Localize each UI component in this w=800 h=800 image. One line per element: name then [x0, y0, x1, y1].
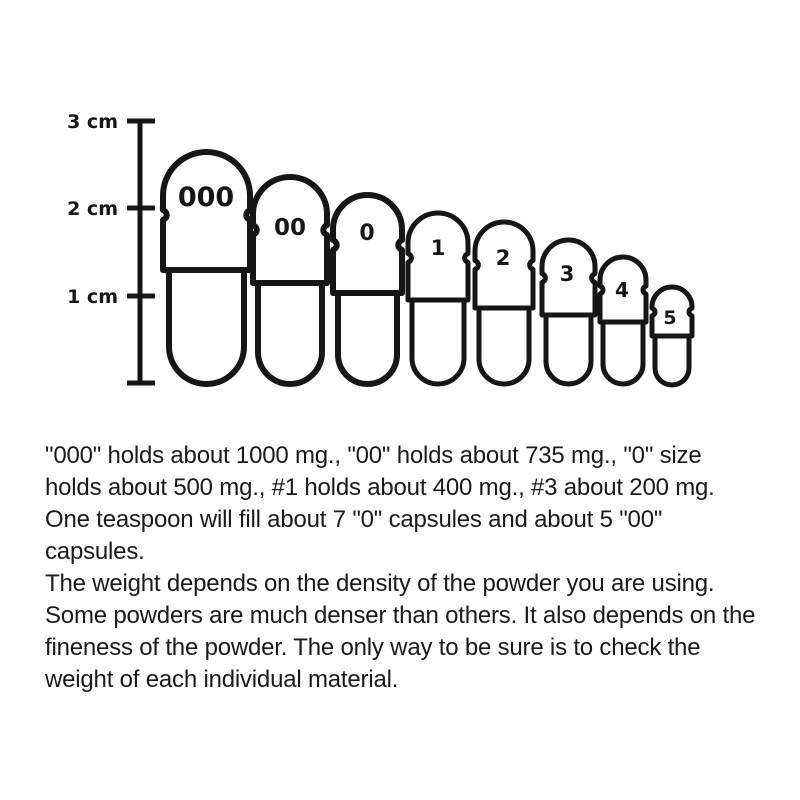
caption-line: The weight depends on the density of the powder you are using.: [45, 570, 715, 597]
ruler-label-3cm: 3 cm: [67, 111, 118, 133]
caption-text: [45, 440, 785, 696]
capsule-3: [542, 240, 595, 384]
capsule-000: [163, 152, 250, 384]
capsule-4-body: [603, 322, 643, 384]
capsule-00-label: 00: [273, 215, 307, 241]
ruler-label-2cm: 2 cm: [67, 198, 118, 220]
caption-line: Some powders are much denser than others. It also depends on the: [45, 602, 756, 629]
caption-line: weight of each individual material.: [45, 666, 399, 693]
caption-line: fineness of the powder. The only way to be sure is to check the: [45, 634, 701, 661]
caption-line: holds about 500 mg., #1 holds about 400 mg., #3 about 200 mg.: [45, 474, 715, 501]
capsule-1-body: [412, 300, 464, 384]
capsule-4: [600, 257, 646, 384]
capsule-0-label: 0: [359, 221, 375, 246]
capsule-2: [475, 222, 533, 384]
capsule-1-label: 1: [430, 236, 446, 260]
capsule-000-label: 000: [177, 182, 235, 213]
capsule-0-body: [338, 293, 397, 384]
capsule-5-label: 5: [663, 307, 677, 329]
caption-line: "000" holds about 1000 mg., "00" holds about 735 mg., "0" size: [45, 442, 702, 469]
caption-line: One teaspoon will fill about 7 "0" capsules and about 5 "00": [45, 506, 663, 533]
capsule-4-label: 4: [615, 278, 629, 302]
capsule-000-body: [169, 270, 244, 384]
capsule-3-label: 3: [559, 262, 575, 286]
capsule-00: [253, 177, 327, 384]
capsule-2-label: 2: [495, 246, 511, 270]
capsule-0: [333, 195, 402, 384]
capsule-5-body: [655, 336, 689, 385]
capsule-3-body: [546, 315, 591, 384]
capsule-00-body: [258, 283, 322, 384]
capsule-5: [652, 287, 692, 385]
capsule-1: [408, 213, 468, 384]
capsule-2-body: [479, 308, 529, 384]
caption-line: capsules.: [45, 538, 145, 565]
ruler-label-1cm: 1 cm: [67, 286, 118, 308]
ruler: [67, 111, 155, 383]
